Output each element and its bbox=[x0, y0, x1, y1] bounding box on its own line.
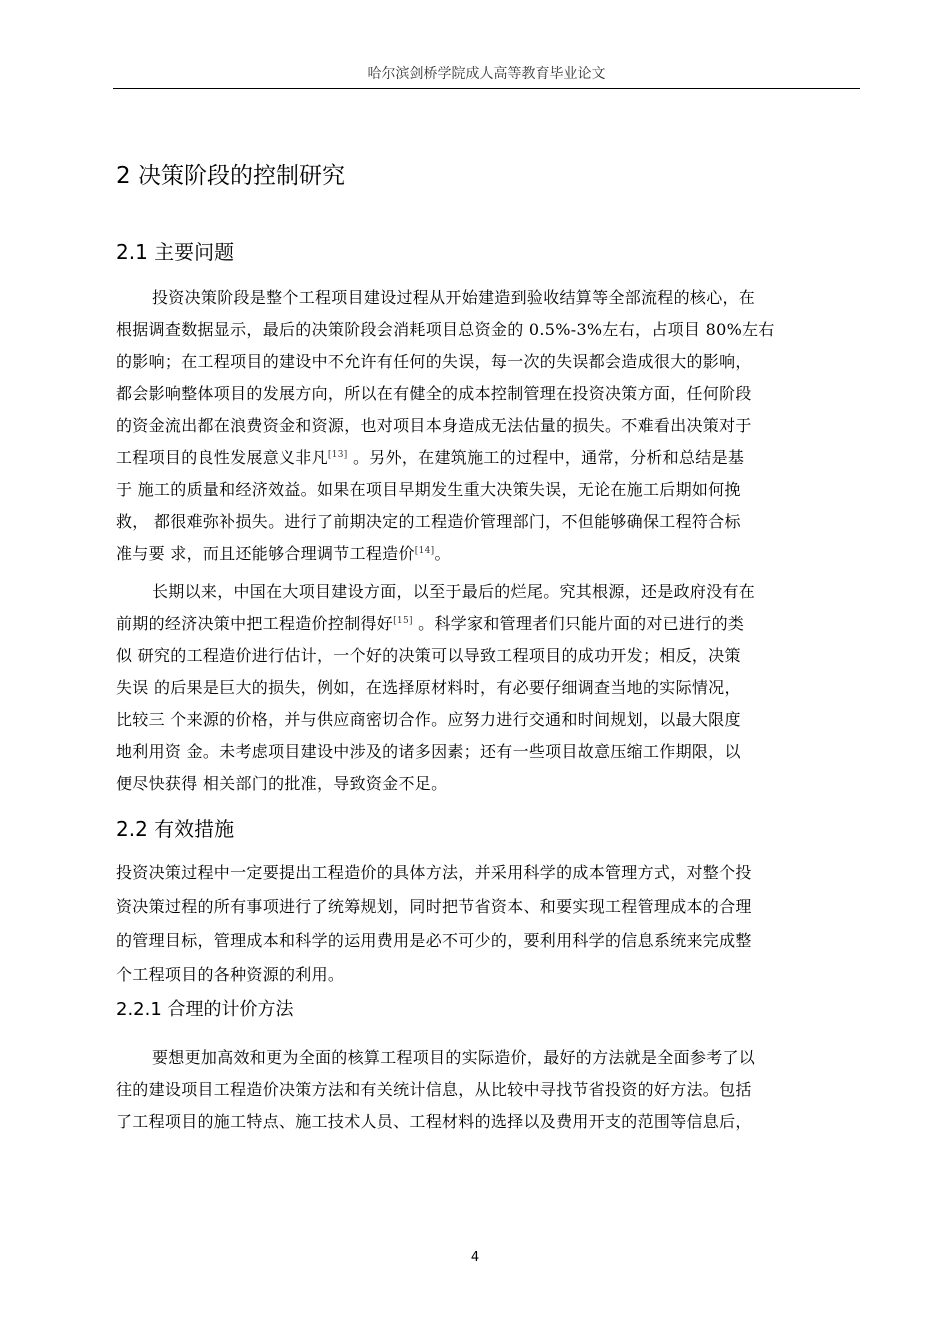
text-line: 便尽快获得 相关部门的批准，导致资金不足。 bbox=[116, 774, 448, 793]
text-line: 失误 的后果是巨大的损失，例如，在选择原材料时，有必要仔细调查当地的实际情况， bbox=[116, 678, 741, 697]
text-line: 投资决策过程中一定要提出工程造价的具体方法，并采用科学的成本管理方式，对整个投 bbox=[116, 863, 752, 882]
text-line bbox=[116, 608, 860, 640]
text-line: 的影响；在工程项目的建设中不允许有任何的失误，每一次的失误都会造成很大的影响， bbox=[116, 352, 752, 371]
text-line: 要想更加高效和更为全面的核算工程项目的实际造价，最好的方法就是全面参考了以 bbox=[152, 1048, 756, 1067]
page-number: 4 bbox=[470, 1250, 480, 1265]
text-fragment: 。另外，在建筑施工的过程中，通常，分析和总结是基 bbox=[347, 448, 745, 467]
text-line: 投资决策阶段是整个工程项目建设过程从开始建造到验收结算等全部流程的核心，在 bbox=[152, 288, 756, 307]
text-line: 长期以来，中国在大项目建设方面，以至于最后的烂尾。究其根源，还是政府没有在 bbox=[152, 582, 756, 601]
text-fragment: 。 bbox=[434, 544, 451, 563]
citation-ref: [15] bbox=[393, 616, 413, 626]
text-line bbox=[116, 442, 860, 474]
text-fragment: 工程项目的良性发展意义非凡 bbox=[116, 448, 328, 467]
section-2-2-title: 2.2 有效措施 bbox=[116, 817, 235, 841]
section-2-1-paragraph-1 bbox=[116, 282, 860, 570]
chapter-title: 2 决策阶段的控制研究 bbox=[116, 163, 345, 189]
citation-ref: [14] bbox=[414, 546, 435, 556]
running-header: 哈尔滨剑桥学院成人高等教育毕业论文 bbox=[367, 66, 606, 82]
text-line: 根据调查数据显示，最后的决策阶段会消耗项目总资金的 0.5%-3%左右，占项目 80%左右 bbox=[116, 320, 775, 339]
text-line bbox=[116, 538, 860, 570]
text-line: 的管理目标，管理成本和科学的运用费用是必不可少的，要利用科学的信息系统来完成整 bbox=[116, 931, 752, 950]
text-line: 地利用资 金。未考虑项目建设中涉及的诸多因素；还有一些项目故意压缩工作期限，以 bbox=[116, 742, 741, 761]
text-line: 比较三 个来源的价格，并与供应商密切合作。应努力进行交通和时间规划，以最大限度 bbox=[116, 710, 741, 729]
text-line: 都会影响整体项目的发展方向，所以在有健全的成本控制管理在投资决策方面，任何阶段 bbox=[116, 384, 752, 403]
text-fragment: 准与要 求，而且还能够合理调节工程造价 bbox=[116, 544, 415, 563]
text-line: 的资金流出都在浪费资金和资源，也对项目本身造成无法估量的损失。不难看出决策对于 bbox=[116, 416, 752, 435]
text-fragment: 前期的经济决策中把工程造价控制得好 bbox=[116, 614, 394, 633]
text-line: 似 研究的工程造价进行估计，一个好的决策可以导致工程项目的成功开发；相反，决策 bbox=[116, 646, 741, 665]
text-fragment: 。科学家和管理者们只能片面的对已进行的类 bbox=[412, 614, 745, 633]
section-2-1-title: 2.1 主要问题 bbox=[116, 240, 235, 264]
text-line: 了工程项目的施工特点、施工技术人员、工程材料的选择以及费用开支的范围等信息后， bbox=[116, 1112, 752, 1131]
citation-ref: [13] bbox=[327, 450, 348, 460]
text-line: 往的建设项目工程造价决策方法和有关统计信息，从比较中寻找节省投资的好方法。包括 bbox=[116, 1080, 752, 1099]
section-2-1-paragraph-2 bbox=[116, 576, 860, 800]
text-line: 资决策过程的所有事项进行了统筹规划，同时把节省资本、和要实现工程管理成本的合理 bbox=[116, 897, 752, 916]
section-2-2-1-title: 2.2.1 合理的计价方法 bbox=[116, 999, 294, 1020]
section-2-2-paragraph-1 bbox=[116, 856, 860, 992]
header-divider bbox=[113, 88, 860, 89]
text-line: 于 施工的质量和经济效益。如果在项目早期发生重大决策失误，无论在施工后期如何挽 bbox=[116, 480, 741, 499]
section-2-2-1-paragraph-1 bbox=[116, 1042, 860, 1138]
text-line: 救， 都很难弥补损失。进行了前期决定的工程造价管理部门，不但能够确保工程符合标 bbox=[116, 512, 741, 531]
text-line: 个工程项目的各种资源的利用。 bbox=[116, 965, 345, 984]
